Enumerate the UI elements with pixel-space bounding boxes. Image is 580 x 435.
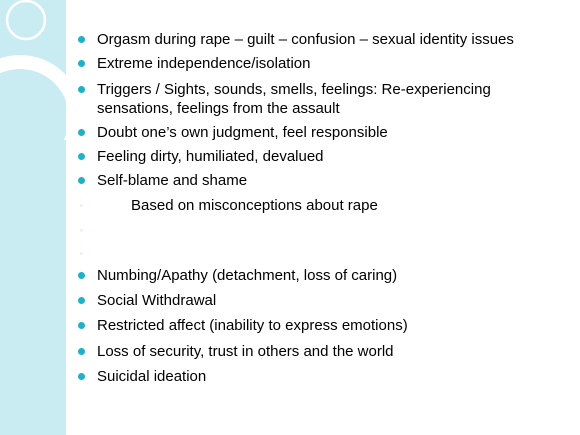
bullet-item: [76, 367, 567, 386]
bullet-text: Self-blame and shame: [97, 172, 248, 189]
bullet-marker: [78, 348, 85, 355]
bullet-item: [76, 54, 567, 73]
bullet-item: [76, 266, 567, 285]
bullet-item: [76, 316, 567, 335]
bullet-marker: [78, 272, 85, 279]
bullet-text: Extreme independence/isolation: [97, 55, 311, 72]
bullet-text: Feeling dirty, humiliated, devalued: [97, 148, 324, 165]
bullet-text: Suicidal ideation: [97, 368, 207, 385]
bullet-text: Doubt one’s own judgment, feel responsible: [97, 124, 388, 141]
bullet-marker: [78, 322, 85, 329]
bullet-item: [76, 30, 567, 49]
bullet-text: Loss of security, trust in others and the world: [97, 343, 394, 360]
bullet-marker: [78, 177, 85, 184]
bullet-item: [76, 147, 567, 166]
bullet-marker: [80, 204, 83, 207]
bullet-item: [76, 291, 567, 310]
bullet-item: [76, 196, 567, 215]
bullet-item: [76, 171, 567, 190]
bullet-item: [76, 123, 567, 142]
bullet-text: Numbing/Apathy (detachment, loss of caring): [97, 267, 398, 284]
bullet-item: [76, 80, 567, 118]
bullet-marker: [78, 60, 85, 67]
decorative-circle-small: [7, 1, 45, 39]
bullet-marker: [78, 153, 85, 160]
bullet-item: [76, 342, 567, 361]
bullet-marker: [78, 86, 85, 93]
bullet-marker: [80, 229, 83, 232]
bullet-text: Triggers / Sights, sounds, smells, feelings: Re-experiencing sensations, feelings from the assault: [97, 81, 491, 117]
bullet-text: Restricted affect (inability to express emotions): [97, 317, 408, 334]
bullet-marker: [80, 252, 83, 255]
bullet-text: Based on misconceptions about rape: [131, 197, 378, 214]
bullet-text: Social Withdrawal: [97, 292, 217, 309]
bullet-text: Orgasm during rape – guilt – confusion – sexual identity issues: [97, 31, 514, 48]
bullet-marker: [78, 36, 85, 43]
bullet-marker: [78, 297, 85, 304]
bullet-marker: [78, 129, 85, 136]
bullet-marker: [78, 373, 85, 380]
decorative-circle-large: [0, 62, 76, 140]
